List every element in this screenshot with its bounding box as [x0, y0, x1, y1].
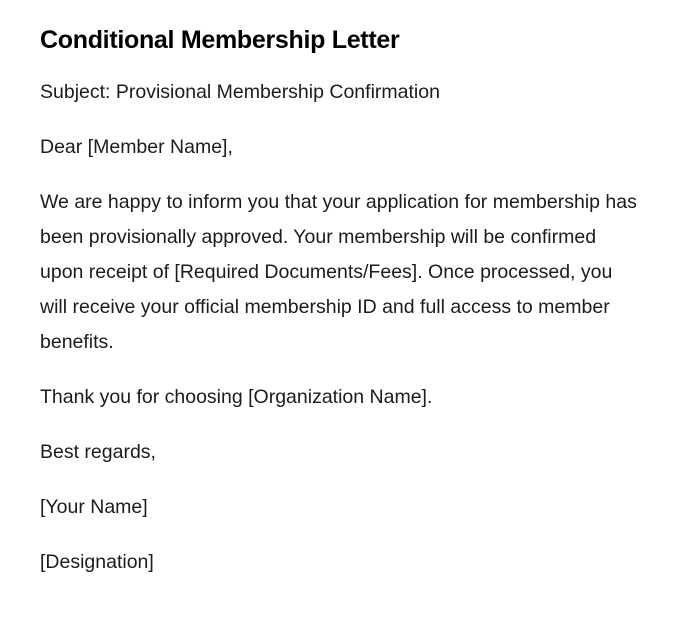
letter-title: Conditional Membership Letter — [40, 26, 400, 54]
letter-sender-name: [Your Name] — [40, 496, 148, 518]
letter-salutation: Dear [Member Name], — [40, 136, 233, 158]
letter-subject: Subject: Provisional Membership Confirmation — [40, 81, 440, 103]
letter-body: We are happy to inform you that your application for membership has been provisionally approved. Your membership will be confirmed upon receipt of [Required Documents/Fees]. Once processed, you will receive your official membership ID and full access to member benefits. — [40, 191, 637, 353]
letter-document — [40, 22, 640, 600]
letter-closing: Best regards, — [40, 441, 156, 463]
letter-designation: [Designation] — [40, 551, 154, 573]
letter-thanks: Thank you for choosing [Organization Name]. — [40, 386, 433, 408]
